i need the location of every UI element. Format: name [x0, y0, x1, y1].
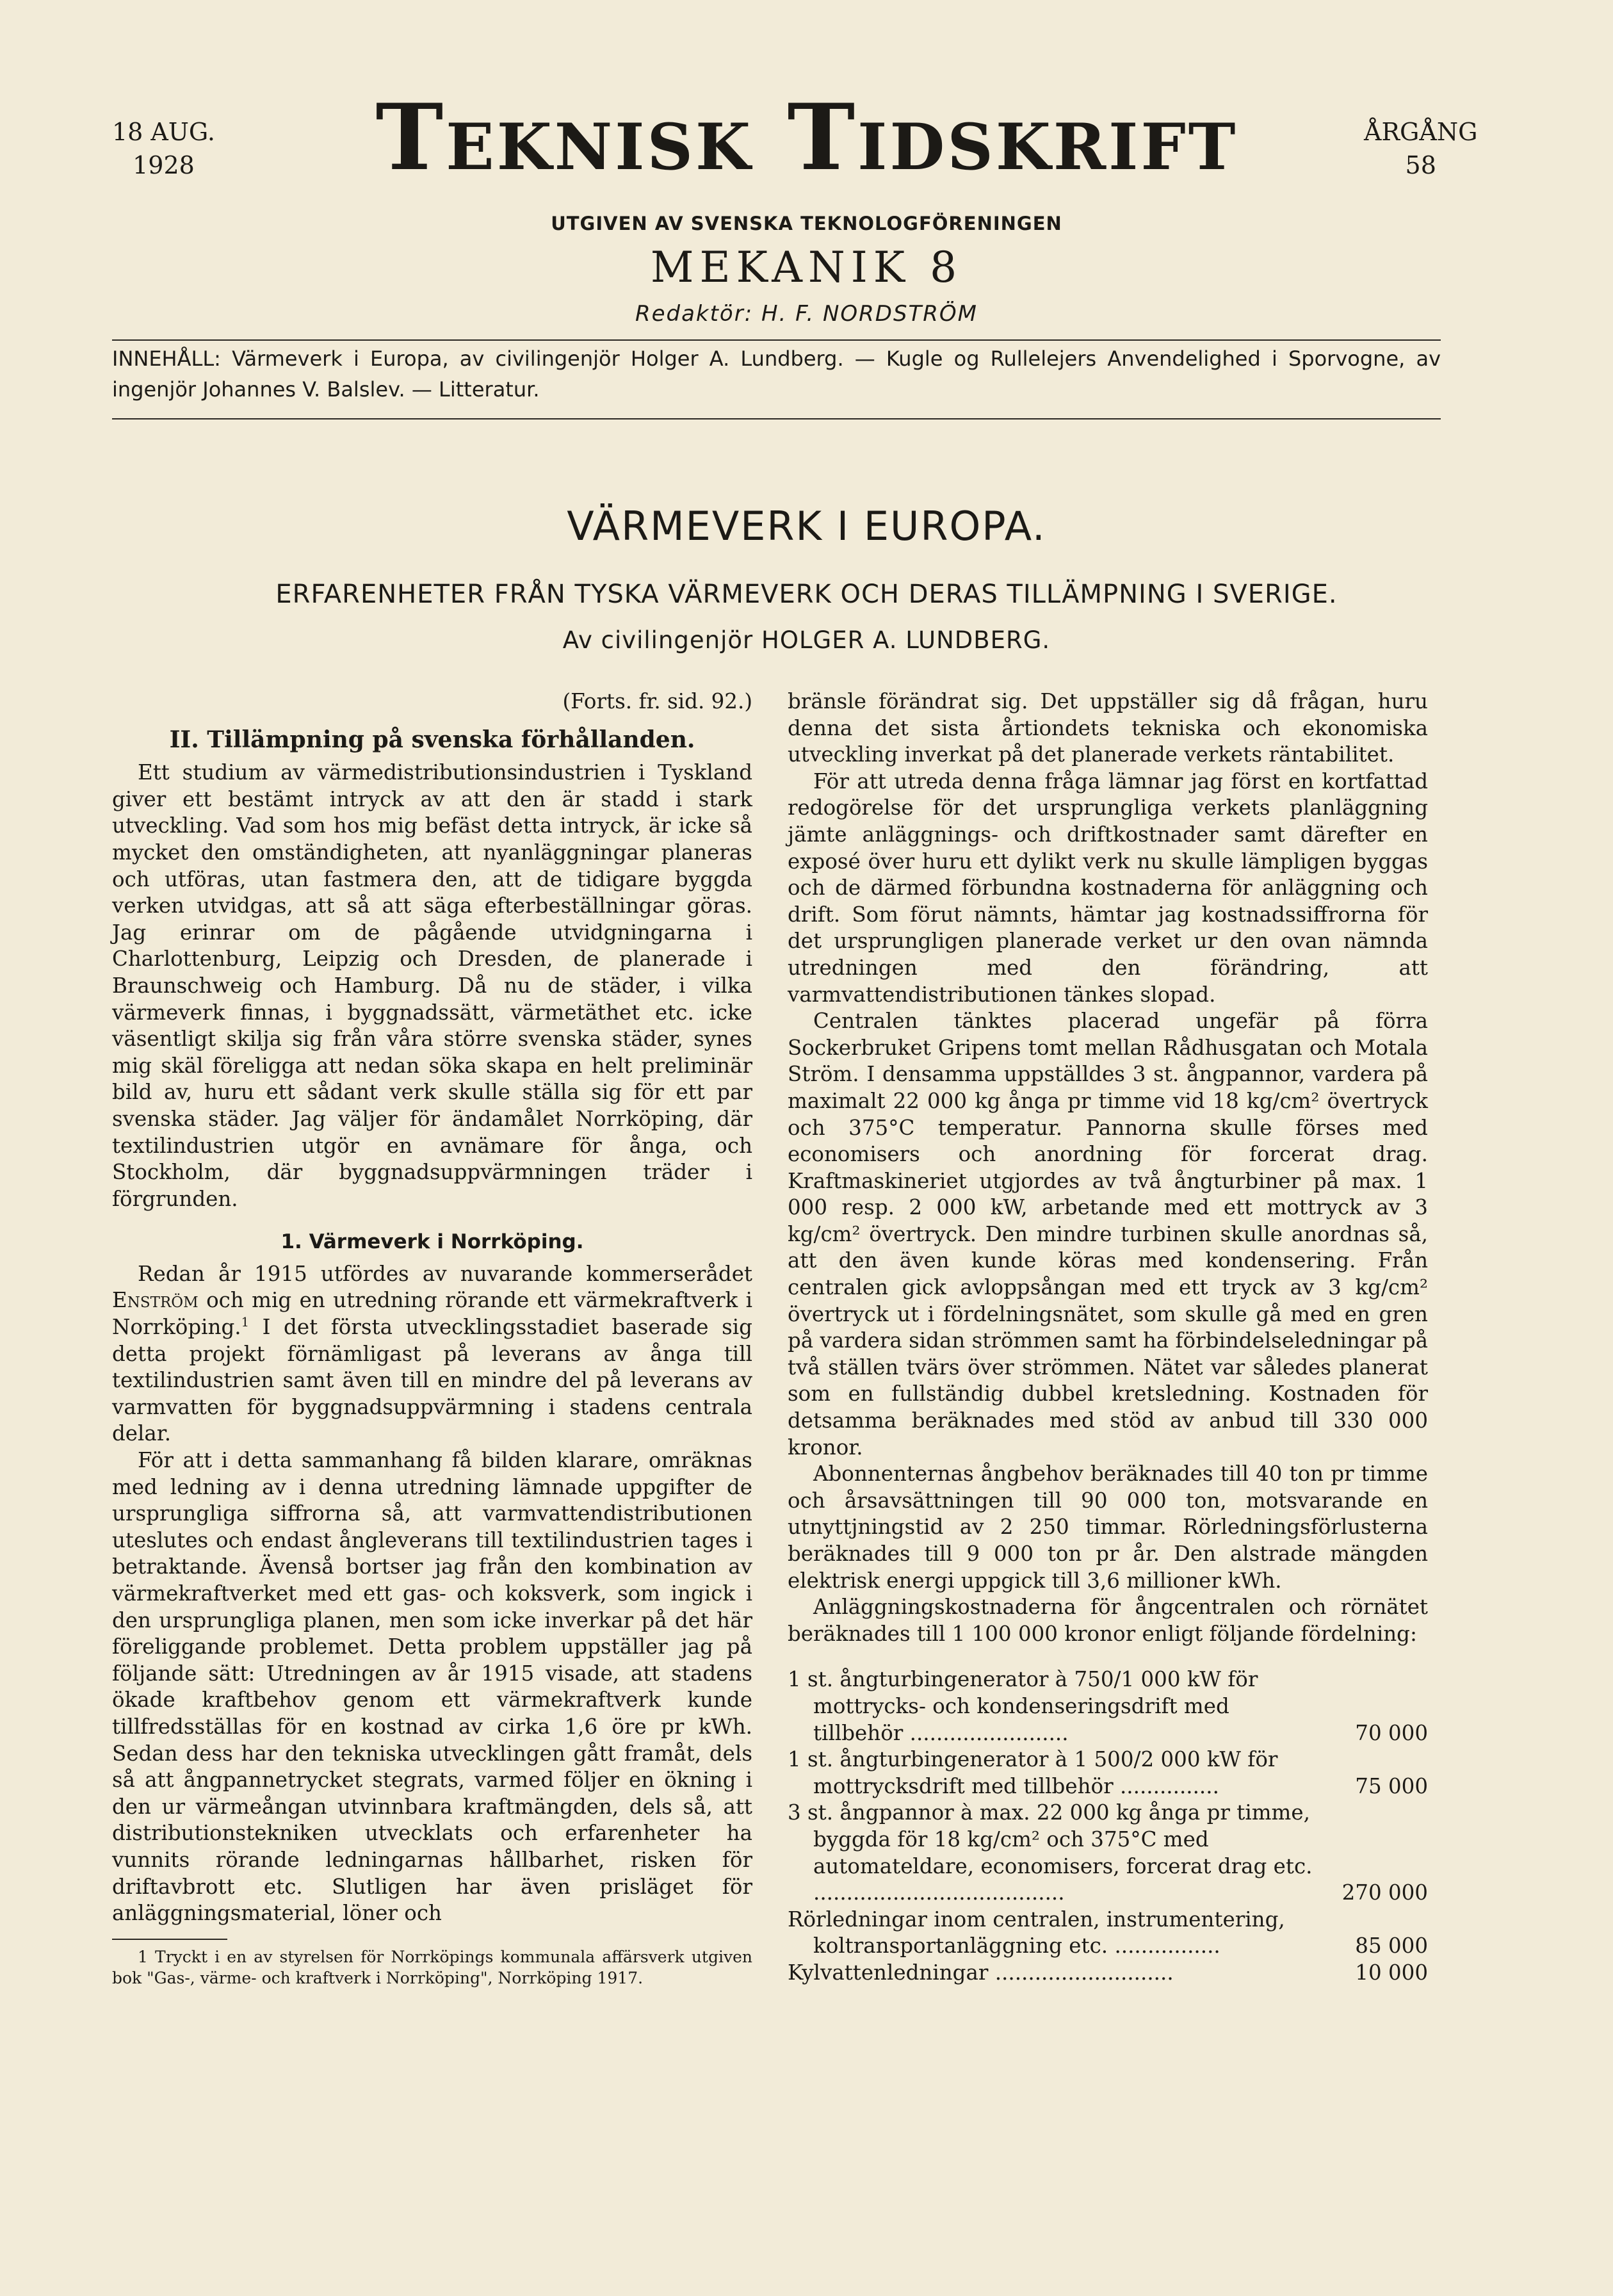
article-title: VÄRMEVERK I EUROPA. — [567, 503, 1046, 550]
volume-info — [1364, 115, 1477, 182]
cost-item — [788, 1666, 1428, 1746]
cost-item-amount: 85 000 — [1355, 1934, 1428, 1958]
paragraph-text: och mig en utredning rörande ett värmekraftverk i Norrköping. — [112, 1288, 752, 1340]
paragraph: För att utreda denna fråga lämnar jag först en kortfattad redogörelse för det ursprungliga verkets planläggning jämte anläggnings- och driftkostnader samt därefter en exposé över huru ett dylikt verk nu skulle lämpligen byggas och de därmed förbundna kostnaderna för anläggning och drift. Som förut nämnts, hämtar jag kostnadssiffrorna för det ursprungligen planerade verket ur den ovan nämnda utredningen med den förändring, att varmvattendistributionen tänkes slopad. — [788, 769, 1428, 1007]
table-of-contents: INNEHÅLL: Värmeverk i Europa, av civilingenjör Holger A. Lundberg. — Kugle og Rullelejers Anvendelighed i Sporvogne, av ingenjör Johannes V. Balslev. — Litteratur. — [112, 346, 1441, 402]
paragraph: För att i detta sammanhang få bilden klarare, omräknas med ledning av i denna utredning lämnade uppgifter de ursprungliga siffrorna så, att varmvattendistributionen uteslutes och endast ångleverans till textilindustrien tages i betraktande. Ävenså bortser jag från den kombination av värmekraftverket med ett gas- och koksverk, som ingick i den ursprungliga planen, men som icke inverkar på det här föreliggande problemet. Detta problem uppställer jag på följande sätt: Utredningen av år 1915 visade, att stadens ökade kraftbehov genom ett värmekraftverk kunde tillfredsställas för en kostnad av cirka 1,6 öre pr kWh. Sedan dess har den tekniska utvecklingen gått framåt, dels så att ångpannetrycket stegrats, varmed följer en ökning i den ur värmeångan utvinnbara kraftmängden, dels så, att distributionstekniken utvecklats och erfarenheter ha vunnits rörande ledningarnas hållbarhet, risken för driftavbrott etc. Slutligen har även prisläget för anläggningsmaterial, löner och — [112, 1448, 752, 1926]
cost-item-amount: 75 000 — [1355, 1773, 1428, 1798]
cost-item-text: 1 st. ångturbingenerator à 1 500/2 000 kW för mottrycksdrift med tillbehör ............... — [788, 1747, 1278, 1798]
right-column — [788, 688, 1428, 1987]
paragraph — [112, 1261, 752, 1447]
volume-number: 58 — [1405, 151, 1436, 179]
footnote-rule — [112, 1939, 227, 1940]
paragraph-text: Redan år 1915 utfördes av nuvarande kommerserådet — [138, 1261, 752, 1286]
volume-label: ÅRGÅNG — [1364, 118, 1478, 146]
paragraph: Centralen tänktes placerad ungefär på förra Sockerbruket Gripens tomt mellan Rådhusgatan och Motala Ström. I densamma uppställdes 3 st. ångpannor, vardera på maximalt 22 000 kg ånga pr timme vid 18 kg/cm² övertryck och 375°C temperatur. Pannorna skulle förses med economisers och anordning för forcerat drag. Kraftmaskineriet utgjordes av två ångturbiner på max. 1 000 resp. 2 000 kW, arbetande med ett mottryck av 3 kg/cm² övertryck. Den mindre turbinen skulle anordnas så, att den även kunde köras med kondensering. Från centralen gick avloppsångan med ett tryck av 3 kg/cm² övertryck ut i fördelningsnätet, som skulle gå med en gren på vardera sidan strömmen samt ha förbindelseledningar på två ställen tvärs över strömmen. Nätet var således planerat som en fullständig dubbel kretsledning. Kostnaden för detsamma beräknades med stöd av anbud till 330 000 kronor. — [788, 1009, 1428, 1460]
paragraph: Ett studium av värmedistributionsindustrien i Tyskland giver ett bestämt intryck av att den är stadd i stark utveckling. Vad som hos mig befäst detta intryck, är icke så mycket den omständigheten, att nyanläggningar planeras och utföras, utan fastmera den, att de tidigare byggda verken utvidgas, att så att säga efterbeställningar göras. Jag erinrar om de pågående utvidgningarna i Charlottenburg, Leipzig och Dresden, de planerade i Braunschweig och Hamburg. Då nu de städer, i vilka värmeverk finnas, i byggnadssätt, värmetäthet etc. icke väsentligt skilja sig från våra större svenska städer, synes mig skäl föreligga att nedan söka skapa en helt preliminär bild av, huru ett sådant verk skulle ställa sig för ett par svenska städer. Jag väljer för ändamålet Norrköping, där textilindustrien utgör en avnämare för ånga, och Stockholm, där byggnadsuppvärmningen träder i förgrunden. — [112, 760, 752, 1211]
article-subtitle: ERFARENHETER FRÅN TYSKA VÄRMEVERK OCH DERAS TILLÄMPNING I SVERIGE. — [275, 580, 1338, 609]
issue-date — [112, 115, 215, 182]
cost-item-amount: 70 000 — [1355, 1720, 1428, 1745]
publisher-line: UTGIVEN AV SVENSKA TEKNOLOGFÖRENINGEN — [551, 213, 1062, 234]
paragraph: bränsle förändrat sig. Det uppställer sig då frågan, huru denna det sista årtiondets tekniska och ekonomiska utveckling inverkat på det planerade verkets räntabilitet. — [788, 689, 1428, 767]
section-heading: II. Tillämpning på svenska förhållanden. — [169, 726, 695, 753]
issue-date-year: 1928 — [133, 151, 195, 179]
subsection-heading: 1. Värmeverk i Norrköping. — [280, 1230, 584, 1254]
cost-item — [788, 1960, 1428, 1987]
article-author: Av civilingenjör HOLGER A. LUNDBERG. — [562, 626, 1051, 654]
contents-rule-top — [112, 339, 1441, 341]
footnote-marker: 1 — [241, 1315, 250, 1330]
person-name: Enström — [112, 1288, 199, 1313]
editor-line: Redaktör: H. F. NORDSTRÖM — [635, 301, 978, 327]
cost-item-amount: 270 000 — [1341, 1880, 1428, 1905]
cost-item-amount: 10 000 — [1355, 1960, 1428, 1985]
contents-rule-bottom — [112, 418, 1441, 419]
paragraph: Abonnenternas ångbehov beräknades till 40 ton pr timme och årsavsättningen till 90 000 ton, motsvarande en utnyttjningstid av 2 250 timmar. Rörledningsförlusterna beräknades till 9 000 ton pr år. Den alstrade mängden elektrisk energi uppgick till 3,6 millioner kWh. — [788, 1461, 1428, 1593]
cost-item-text: Kylvattenledningar ........................... — [788, 1960, 1174, 1985]
cost-item-text: 3 st. ångpannor à max. 22 000 kg ånga pr timme, byggda för 18 kg/cm² och 375°C med automateldare, economisers, forcerat drag etc. ...................................... — [788, 1800, 1313, 1905]
left-column — [112, 688, 752, 1989]
footnote: 1 Tryckt i en av styrelsen för Norrköpings kommunala affärsverk utgiven bok "Gas-, värme- och kraftverk i Norrköping", Norrköping 1917. — [112, 1947, 752, 1987]
journal-title: Teknisk Tidskrift — [375, 85, 1238, 191]
cost-item — [788, 1907, 1428, 1960]
cost-item-text: Rörledningar inom centralen, instrumentering, koltransportanläggning etc. ................ — [788, 1907, 1285, 1958]
cost-item — [788, 1800, 1428, 1906]
paragraph-text: I det första utvecklingsstadiet baserade sig detta projekt förnämligast på leverans av ånga till textilindustrien samt även till en mindre del på leverans av varmvatten för byggnadsuppvärmning i stadens centrala delar. — [112, 1315, 752, 1446]
issue-date-day: 18 AUG. — [112, 118, 215, 146]
continuation-note: (Forts. fr. sid. 92.) — [562, 689, 752, 713]
paragraph: Anläggningskostnaderna för ångcentralen och rörnätet beräknades till 1 100 000 kronor enligt följande fördelning: — [788, 1595, 1428, 1646]
cost-table — [788, 1666, 1428, 1986]
cost-item — [788, 1746, 1428, 1800]
cost-item-text: 1 st. ångturbingenerator à 750/1 000 kW för mottrycks- och kondenseringsdrift med tillbehör ........................ — [788, 1667, 1258, 1745]
series-title: MEKANIK 8 — [650, 243, 963, 292]
